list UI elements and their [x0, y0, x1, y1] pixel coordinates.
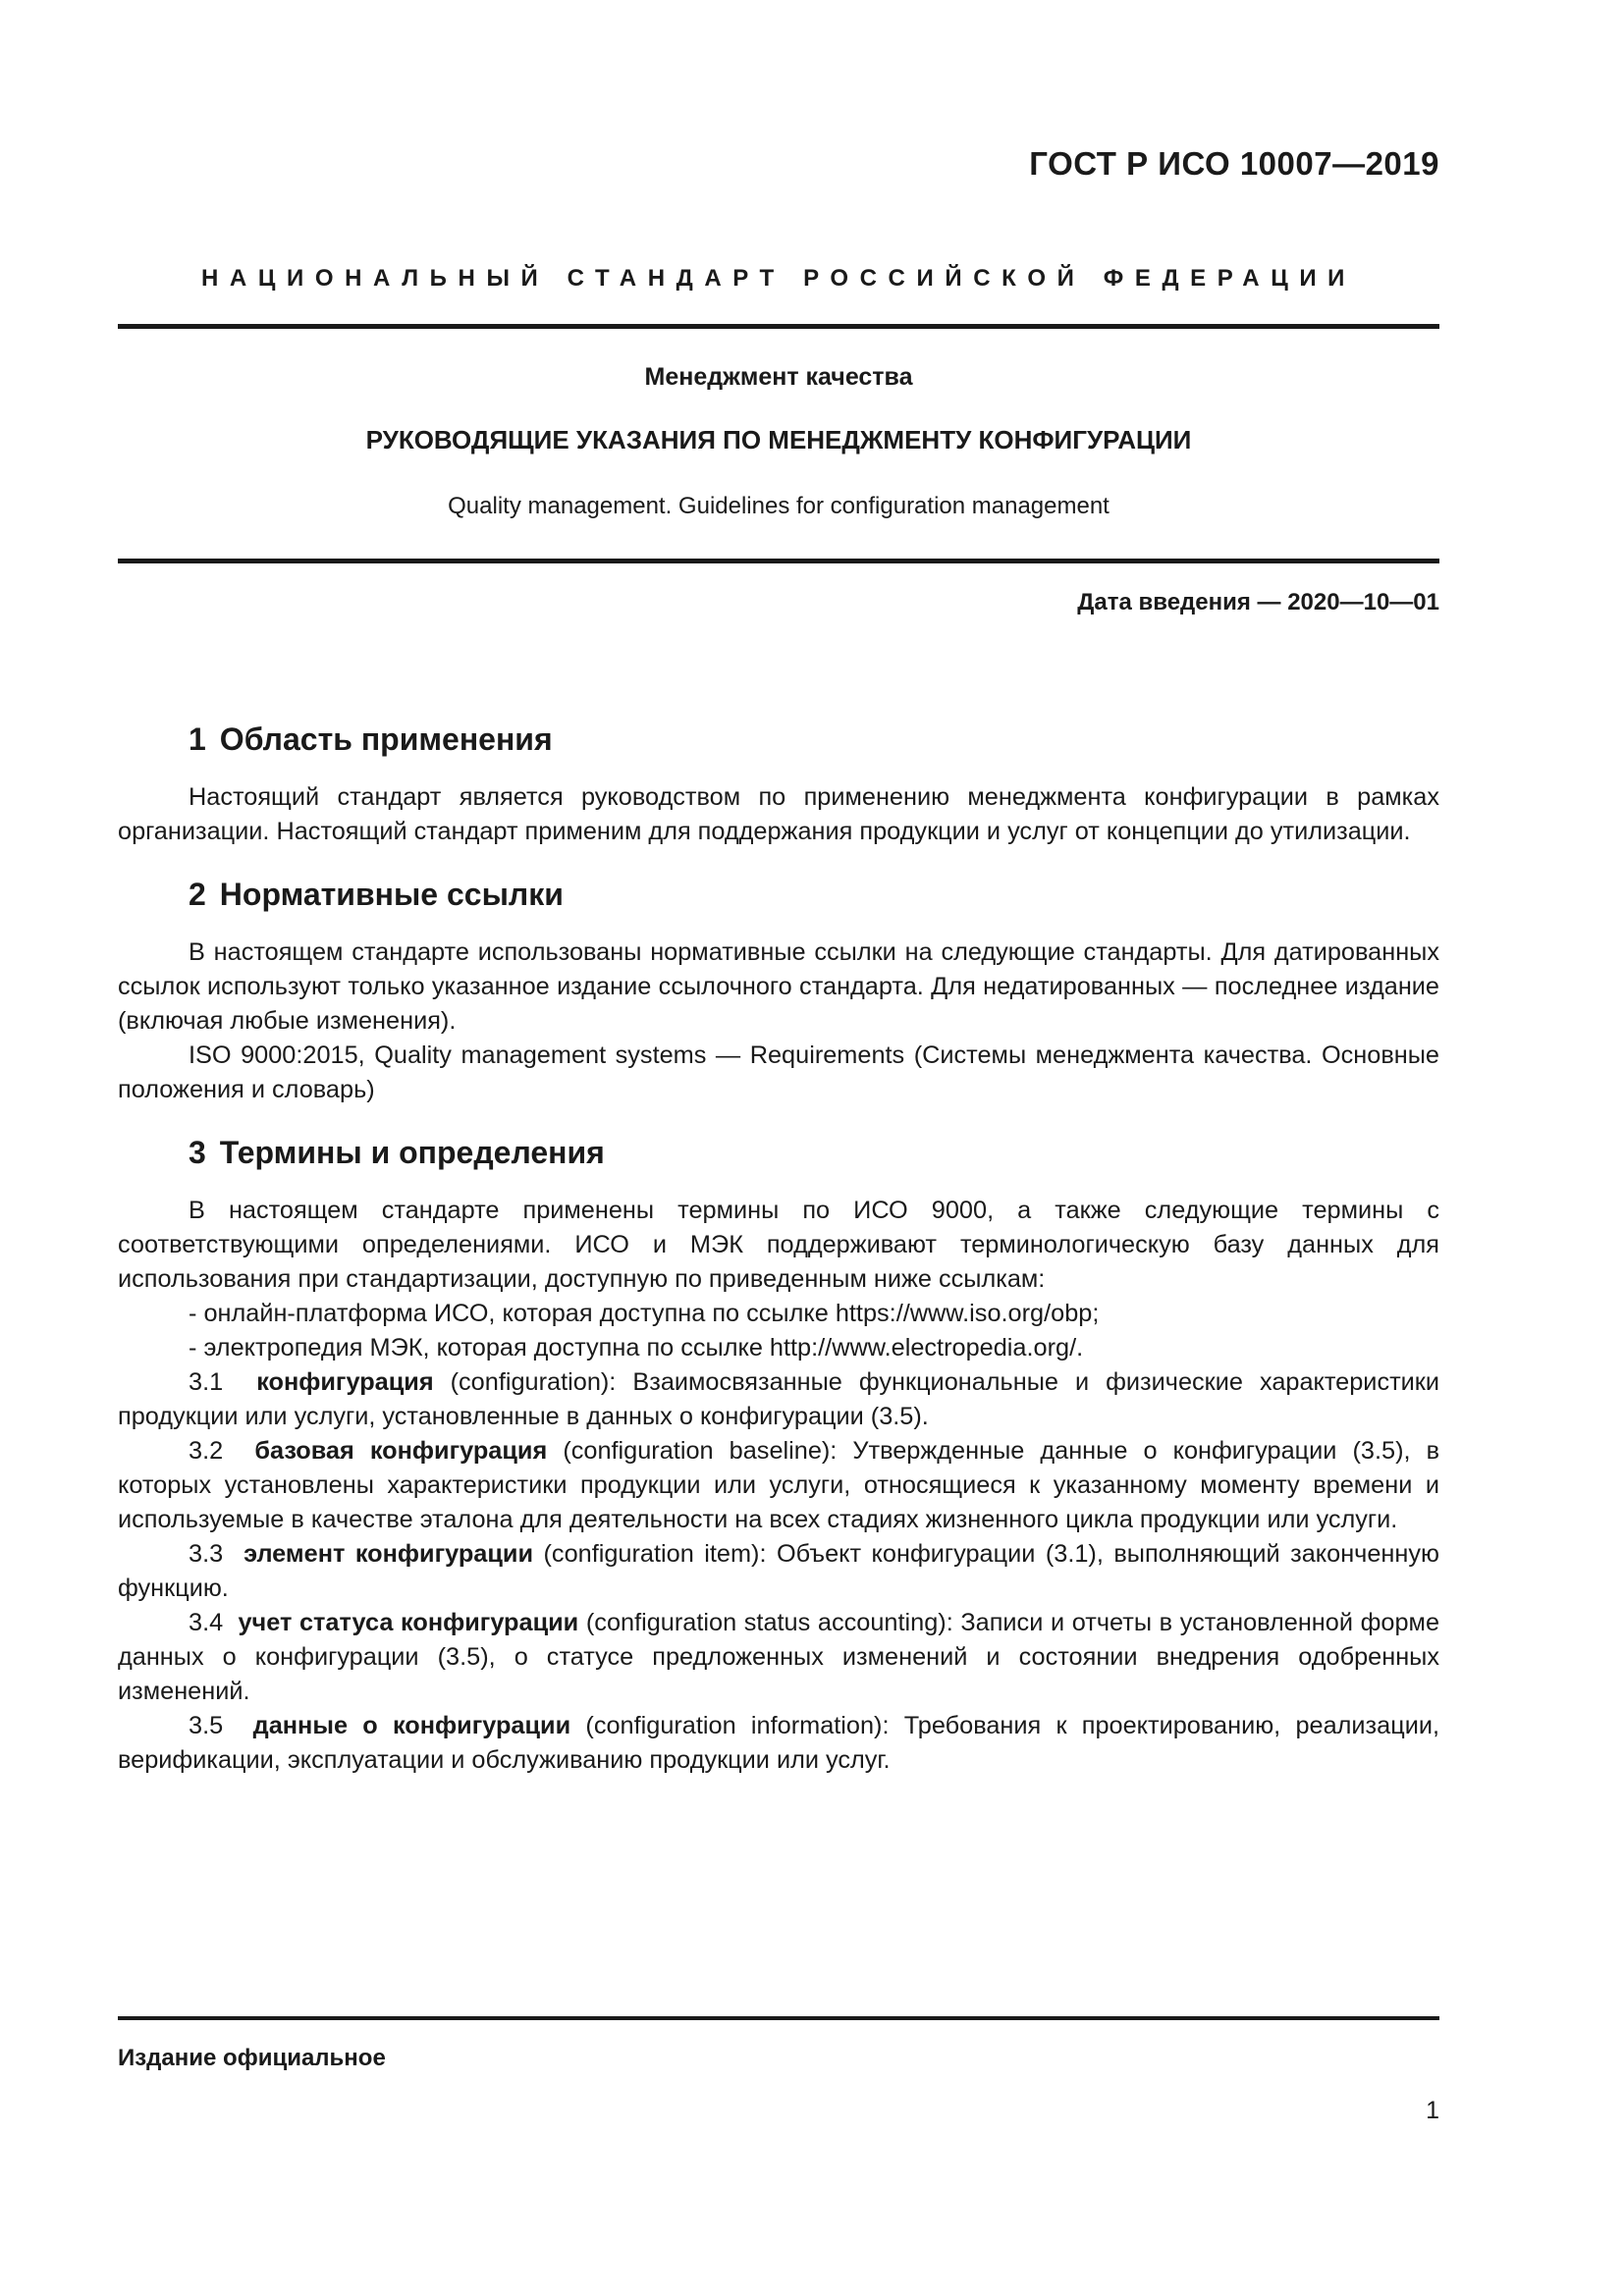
term-name: учет статуса конфигурации [238, 1609, 579, 1636]
paragraph: В настоящем стандарте использованы нормативные ссылки на следующие стандарты. Для датированных ссылок используют только указанное издание ссылочного стандарта. Для недатированных — последнее издание (включая любые изменения). [118, 938, 1439, 1035]
term-number: 3.5 [189, 1712, 224, 1739]
document-title: РУКОВОДЯЩИЕ УКАЗАНИЯ ПО МЕНЕДЖМЕНТУ КОНФИГУРАЦИИ [365, 425, 1192, 454]
term-number: 3.1 [189, 1368, 224, 1396]
term-entry [118, 1537, 1439, 1606]
normative-reference: ISO 9000:2015, Quality management systems — Requirements (Системы менеджмента качества. Основные положения и словарь) [118, 1041, 1439, 1103]
official-edition-label: Издание официальное [118, 2045, 386, 2071]
term-entry [118, 1709, 1439, 1778]
term-english: (configuration baseline): [563, 1437, 838, 1465]
standard-number: ГОСТ Р ИСО 10007—2019 [1029, 145, 1439, 182]
section-title: Нормативные ссылки [219, 877, 564, 912]
term-english: (configuration status accounting): [585, 1609, 953, 1636]
document-subtitle: Менеджмент качества [644, 363, 913, 391]
footer-rule [118, 2016, 1439, 2020]
title-rule [118, 559, 1439, 563]
term-entry [118, 1434, 1439, 1537]
term-entry [118, 1365, 1439, 1434]
term-name: элемент конфигурации [244, 1540, 534, 1568]
section-heading-1 [118, 720, 1439, 759]
term-number: 3.4 [189, 1609, 224, 1636]
section-number: 3 [189, 1135, 206, 1170]
term-english: (configuration information): [585, 1712, 890, 1739]
term-english: (configuration): [450, 1368, 617, 1396]
term-name: конфигурация [256, 1368, 434, 1396]
national-standard-banner: НАЦИОНАЛЬНЫЙ СТАНДАРТ РОССИЙСКОЙ ФЕДЕРАЦИИ [200, 265, 1357, 292]
introduction-date: Дата введения — 2020—10—01 [1077, 589, 1439, 615]
term-definition: Записи и отчеты в установленной форме данных о конфигурации (3.5), о статусе предложенных изменений и состоянии внедрения одобренных изменений. [118, 1609, 1440, 1705]
list-item: - электропедия МЭК, которая доступна по ссылке http://www.electropedia.org/. [189, 1334, 1084, 1362]
section-number: 1 [189, 721, 206, 757]
page-number: 1 [1426, 2097, 1439, 2124]
term-name: базовая конфигурация [254, 1437, 548, 1465]
list-item: - онлайн-платформа ИСО, которая доступна по ссылке https://www.iso.org/obp; [189, 1300, 1100, 1327]
term-definition: Объект конфигурации (3.1), выполняющий законченную функцию. [118, 1540, 1439, 1602]
term-english: (configuration item): [543, 1540, 767, 1568]
section-title: Термины и определения [219, 1135, 605, 1170]
section-heading-3 [118, 1133, 1439, 1172]
term-definition: Взаимосвязанные функциональные и физические характеристики продукции или услуги, установленные в данных о конфигурации (3.5). [118, 1368, 1440, 1430]
document-body [118, 720, 1439, 1778]
english-title: Quality management. Guidelines for configuration management [448, 493, 1110, 519]
term-definition: Требования к проектированию, реализации, верификации, эксплуатации и обслуживанию продукции или услуг. [118, 1712, 1439, 1774]
term-number: 3.3 [189, 1540, 224, 1568]
term-definition: Утвержденные данные о конфигурации (3.5), в которых установлены характеристики продукции или услуги, относящиеся к указанному моменту времени и используемые в качестве эталона для деятельности на всех стадиях жизненного цикла продукции или услуги. [118, 1437, 1440, 1533]
section-heading-2 [118, 875, 1439, 914]
top-rule [118, 324, 1439, 329]
paragraph: В настоящем стандарте применены термины по ИСО 9000, а также следующие термины с соответствующими определениями. ИСО и МЭК поддерживают терминологическую базу данных для использования при стандартизации, доступную по приведенным ниже ссылкам: [118, 1197, 1439, 1293]
term-entry [118, 1606, 1439, 1709]
paragraph: Настоящий стандарт является руководством по применению менеджмента конфигурации в рамках организации. Настоящий стандарт применим для поддержания продукции и услуг от концепции до утилизации. [118, 783, 1439, 845]
term-number: 3.2 [189, 1437, 224, 1465]
term-name: данные о конфигурации [252, 1712, 571, 1739]
section-number: 2 [189, 877, 206, 912]
section-title: Область применения [219, 721, 553, 757]
